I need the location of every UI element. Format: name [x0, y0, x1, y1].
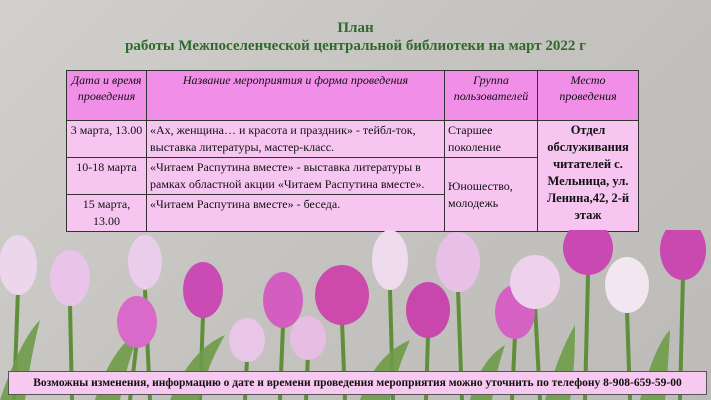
tulip-icon: [660, 230, 706, 280]
row-date: 15 марта, 13.00: [67, 195, 147, 232]
tulip-icon: [563, 230, 613, 275]
row-date: 10-18 марта: [67, 158, 147, 195]
tulip-icon: [605, 257, 649, 313]
tulip-icon: [436, 232, 480, 292]
tulip-icon: [510, 255, 560, 309]
row-date: 3 марта, 13.00: [67, 121, 147, 158]
column-header-date: Дата и время проведения: [67, 71, 147, 121]
tulip-icon: [128, 235, 162, 289]
tulip-icon: [372, 230, 408, 290]
tulip-icon: [229, 318, 265, 362]
row-event: «Читаем Распутина вместе» - беседа.: [147, 195, 445, 232]
row-group: Юношество, молодежь: [445, 158, 538, 232]
table-row: [67, 121, 639, 158]
column-header-event: Название мероприятия и форма проведения: [147, 71, 445, 121]
schedule-table: [66, 70, 639, 232]
tulip-icon: [50, 250, 90, 306]
column-header-group: Группа пользователей: [445, 71, 538, 121]
row-event: «Читаем Распутина вместе» - выставка литературы в рамках областной акции «Читаем Распутина вместе».: [147, 158, 445, 195]
page-title-line2: работы Межпоселенческой центральной библиотеки на март 2022 г: [125, 38, 586, 54]
tulip-icon: [315, 265, 369, 325]
place-cell: Отдел обслуживания читателей с. Мельница, ул. Ленина,42, 2-й этаж: [538, 121, 639, 232]
row-event: «Ах, женщина… и красота и праздник» - тейбл-ток, выставка литературы, мастер-класс.: [147, 121, 445, 158]
row-group: Старшее поколение: [445, 121, 538, 158]
tulip-icon: [263, 272, 303, 328]
tulip-icon: [183, 262, 223, 318]
tulip-icon: [117, 296, 157, 348]
tulip-icon: [290, 316, 326, 360]
table-header-row: [67, 71, 639, 121]
page-title-line1: План: [337, 20, 374, 36]
tulip-icon: [0, 235, 37, 295]
contact-note: Возможны изменения, информацию о дате и времени проведения мероприятия можно уточнить по телефону 8-908-659-59-00: [8, 371, 707, 395]
tulip-heads: [0, 230, 706, 362]
column-header-place: Место проведения: [538, 71, 639, 121]
tulip-icon: [406, 282, 450, 338]
